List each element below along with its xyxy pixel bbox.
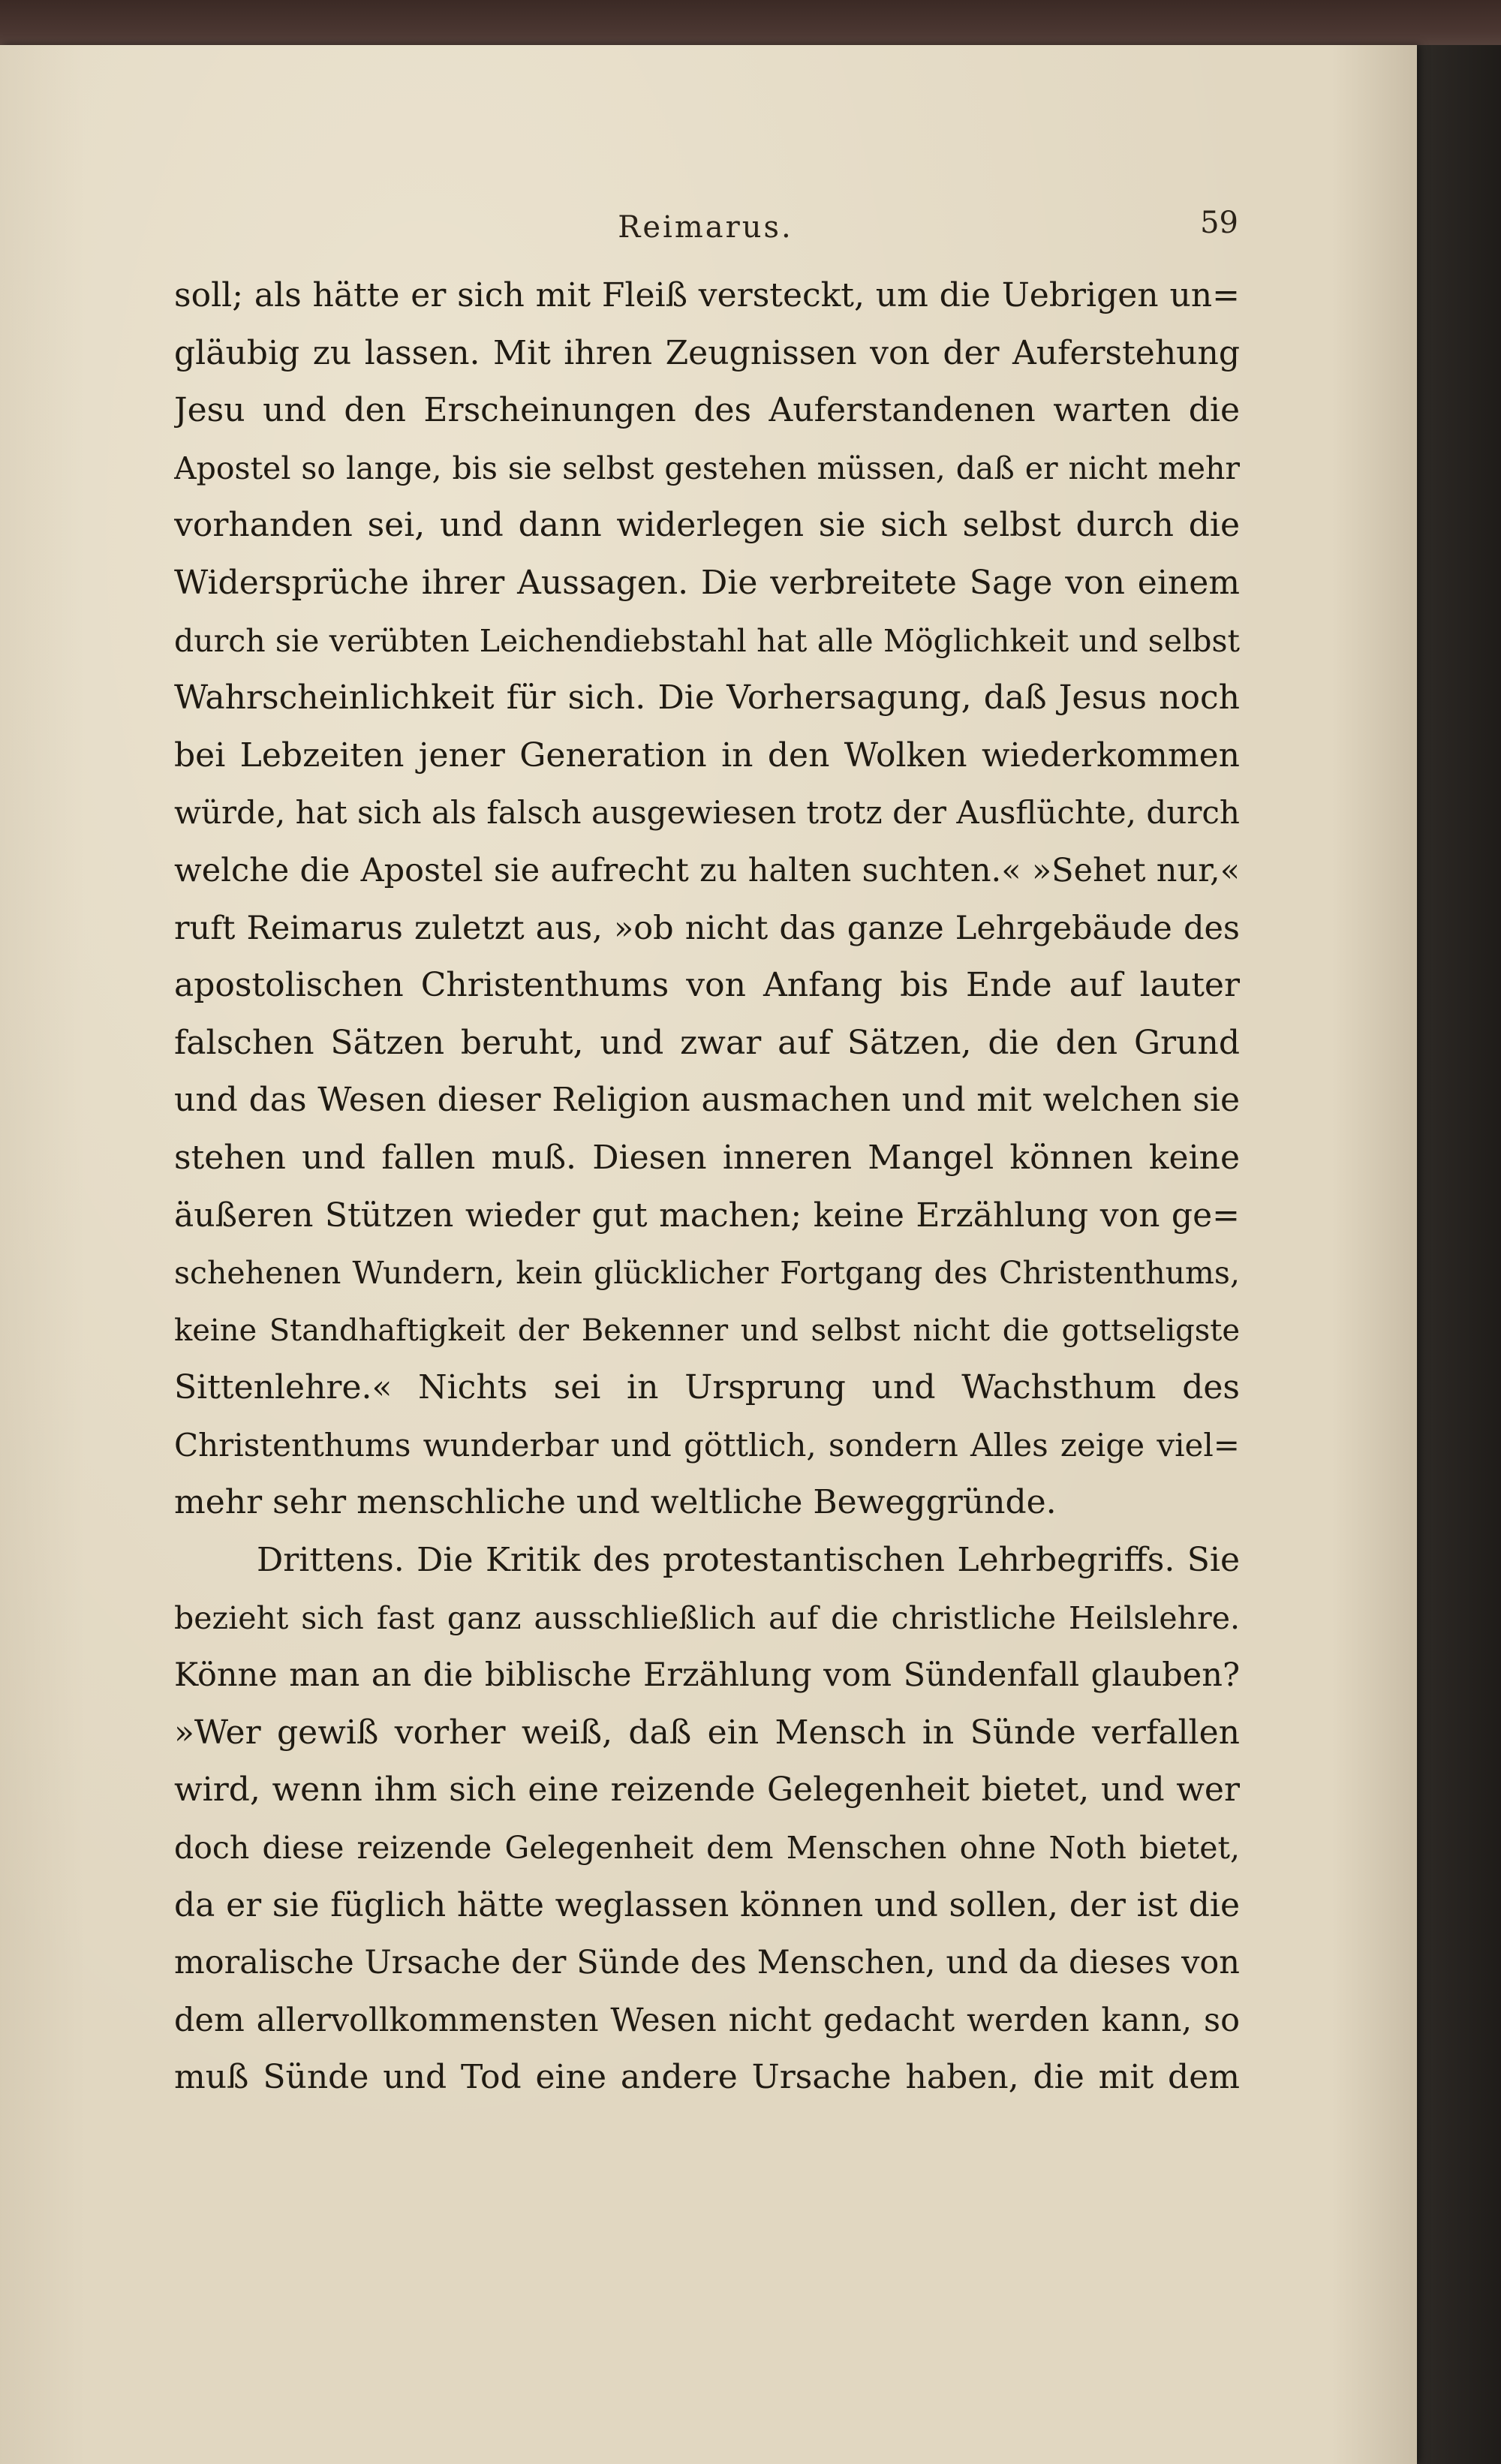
text-line: apostolischen Christenthums von Anfang bis Ende auf lauter <box>174 966 1240 1005</box>
text-line: doch diese reizende Gelegenheit dem Menschen ohne Noth bietet, <box>174 1830 1240 1867</box>
text-line: Wahrscheinlichkeit für sich. Die Vorhersagung, daß Jesus noch <box>174 678 1240 718</box>
text-line: bei Lebzeiten jener Generation in den Wolken wiederkommen <box>174 736 1240 775</box>
text-line: Jesu und den Erscheinungen des Auferstandenen warten die <box>174 391 1240 430</box>
text-line: Widersprüche ihrer Aussagen. Die verbreitete Sage von einem <box>174 563 1240 602</box>
text-line: äußeren Stützen wieder gut machen; keine Erzählung von ge= <box>174 1196 1240 1235</box>
running-title: Reimarus. <box>618 210 793 245</box>
running-head <box>173 201 1238 246</box>
text-line: falschen Sätzen beruht, und zwar auf Sätzen, die den Grund <box>174 1023 1240 1062</box>
text-line: durch sie verübten Leichendiebstahl hat alle Möglichkeit und selbst <box>174 622 1240 659</box>
book-cover-edge <box>1417 45 1501 2464</box>
text-line: Sittenlehre.« Nichts sei in Ursprung und Wachsthum des <box>174 1368 1240 1407</box>
text-line: welche die Apostel sie aufrecht zu halten suchten.« »Sehet nur,« <box>174 851 1240 889</box>
text-line: gläubig zu lassen. Mit ihren Zeugnissen von der Auferstehung <box>174 333 1240 372</box>
text-line: Könne man an die biblische Erzählung vom Sündenfall glauben? <box>174 1656 1240 1695</box>
text-line: muß Sünde und Tod eine andere Ursache haben, die mit dem <box>174 2058 1240 2097</box>
text-line: mehr sehr menschliche und weltliche Beweggründe. <box>174 1483 1057 1522</box>
text-line: vorhanden sei, und dann widerlegen sie sich selbst durch die <box>174 506 1240 545</box>
text-line: bezieht sich fast ganz ausschließlich auf die christliche Heilslehre. <box>174 1599 1240 1636</box>
text-line: und das Wesen dieser Religion ausmachen und mit welchen sie <box>174 1081 1240 1120</box>
body-text <box>174 267 1240 2107</box>
text-line: »Wer gewiß vorher weiß, daß ein Mensch in Sünde verfallen <box>174 1713 1240 1752</box>
text-line: moralische Ursache der Sünde des Menschen, und da dieses von <box>174 1944 1240 1982</box>
text-line: keine Standhaftigkeit der Bekenner und selbst nicht die gottseligste <box>174 1313 1240 1348</box>
text-line: Apostel so lange, bis sie selbst gestehen müssen, daß er nicht mehr <box>174 450 1240 486</box>
text-line: da er sie füglich hätte weglassen können und sollen, der ist die <box>174 1885 1240 1924</box>
text-line: soll; als hätte er sich mit Fleiß versteckt, um die Uebrigen un= <box>174 276 1240 314</box>
page-number: 59 <box>1200 206 1238 240</box>
text-line: ruft Reimarus zuletzt aus, »ob nicht das ganze Lehrgebäude des <box>174 909 1240 947</box>
text-line: schehenen Wundern, kein glücklicher Fortgang des Christenthums, <box>174 1255 1240 1292</box>
text-line: Christenthums wunderbar und göttlich, sondern Alles zeige viel= <box>174 1426 1240 1464</box>
paragraph-start-line: Drittens. Die Kritik des protestantischen Lehrbegriffs. Sie <box>257 1541 1240 1580</box>
text-line: wird, wenn ihm sich eine reizende Gelegenheit bietet, und wer <box>174 1771 1240 1810</box>
text-line: stehen und fallen muß. Diesen inneren Mangel können keine <box>174 1138 1240 1177</box>
text-line: dem allervollkommensten Wesen nicht gedacht werden kann, so <box>174 2001 1240 2039</box>
text-line: würde, hat sich als falsch ausgewiesen trotz der Ausflüchte, durch <box>174 794 1240 832</box>
